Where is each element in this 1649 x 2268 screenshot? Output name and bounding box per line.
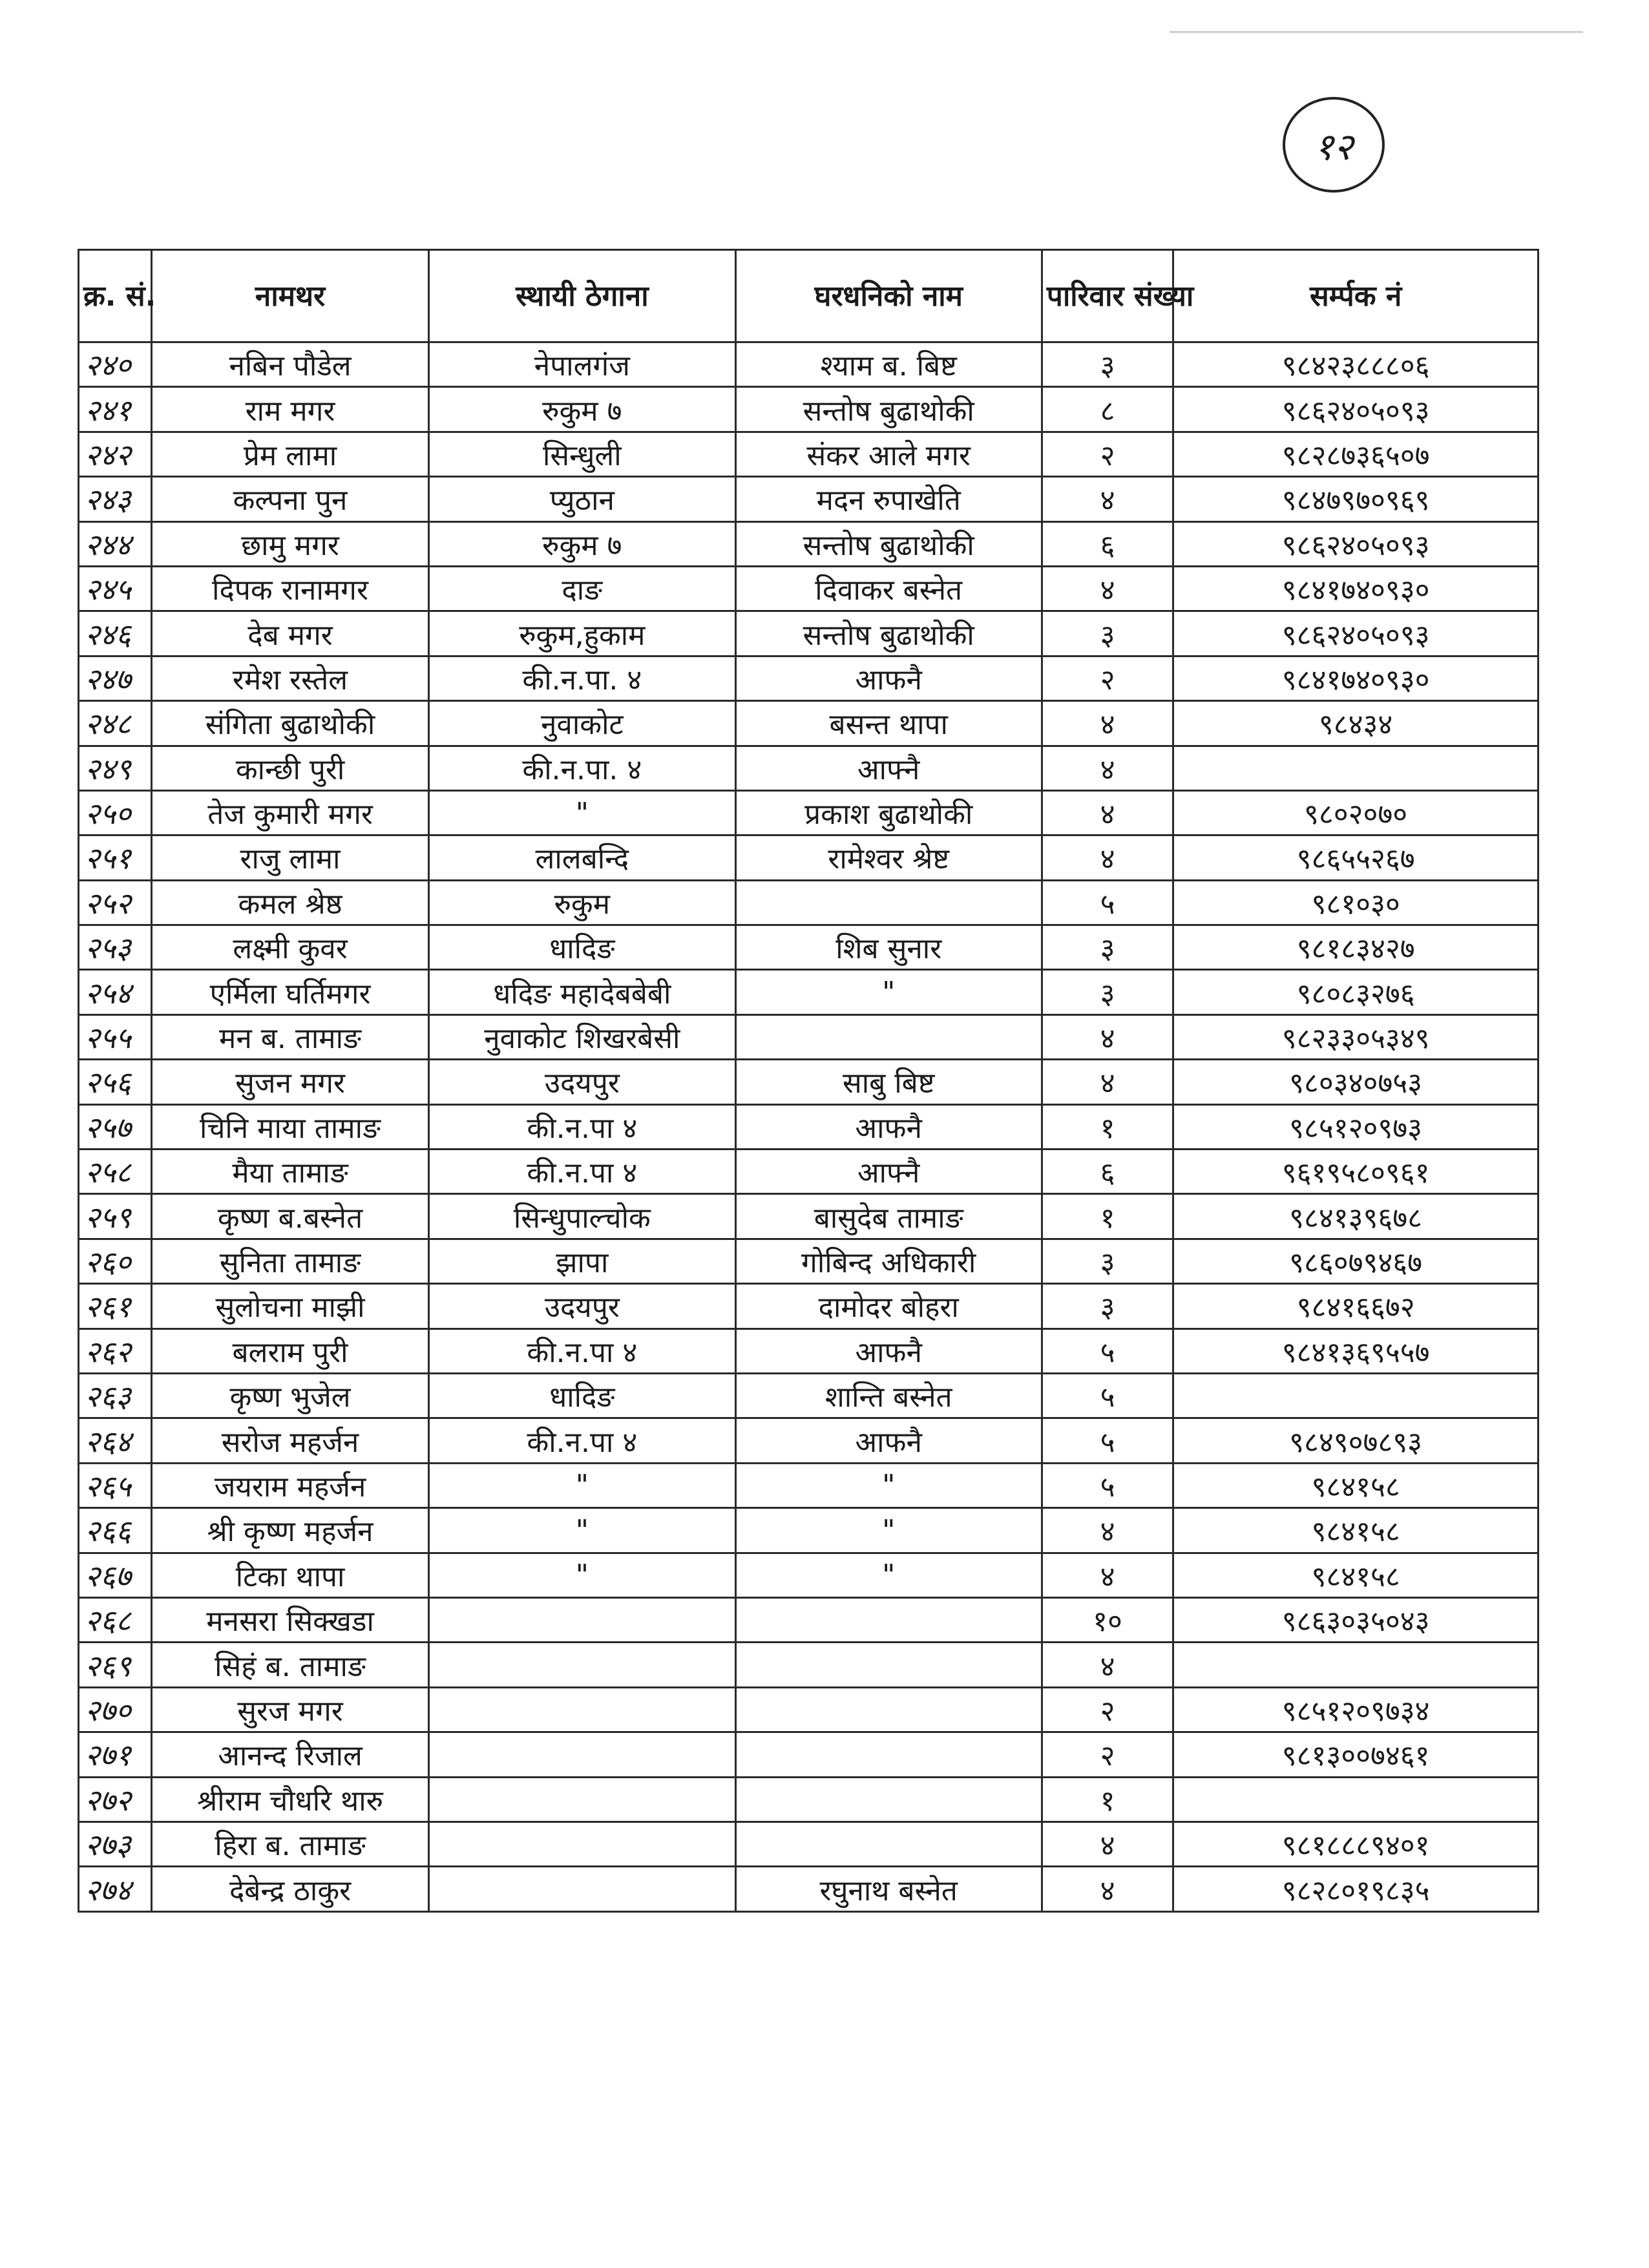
cell-contact: ९८५१२०९७३ bbox=[1173, 1104, 1539, 1149]
cell-address: रुकुम bbox=[429, 880, 735, 925]
cell-contact: ९८१३००७४६१ bbox=[1173, 1732, 1539, 1777]
cell-sn: २४० bbox=[79, 342, 152, 387]
cell-address: नुवाकोट bbox=[429, 701, 735, 746]
cell-family: १ bbox=[1042, 1777, 1173, 1822]
cell-sn: २६९ bbox=[79, 1643, 152, 1687]
cell-sn: २७२ bbox=[79, 1777, 152, 1822]
table-row bbox=[79, 1194, 1539, 1239]
cell-address: नेपालगंज bbox=[429, 342, 735, 387]
header-row bbox=[79, 250, 1539, 342]
cell-sn: २४९ bbox=[79, 746, 152, 790]
cell-owner: सन्तोष बुढाथोकी bbox=[735, 521, 1042, 566]
cell-family: ४ bbox=[1042, 1014, 1173, 1059]
cell-contact: ९८६५५२६७ bbox=[1173, 835, 1539, 880]
cell-name: सुरज मगर bbox=[151, 1687, 428, 1732]
cell-owner: श्याम ब. बिष्ट bbox=[735, 342, 1042, 387]
cell-owner: बसन्त थापा bbox=[735, 701, 1042, 746]
cell-contact: ९८६२४०५०९३ bbox=[1173, 387, 1539, 432]
cell-sn: २७१ bbox=[79, 1732, 152, 1777]
cell-sn: २४५ bbox=[79, 566, 152, 611]
cell-name: कमल श्रेष्ठ bbox=[151, 880, 428, 925]
cell-address: धदिङ महादेबबेबी bbox=[429, 970, 735, 1014]
cell-address: उदयपुर bbox=[429, 1284, 735, 1328]
cell-contact: ९८४१५८ bbox=[1173, 1553, 1539, 1597]
cell-address bbox=[429, 1687, 735, 1732]
cell-contact: ९८६२४०५०९३ bbox=[1173, 521, 1539, 566]
cell-address: की.न.पा. ४ bbox=[429, 746, 735, 790]
cell-address: " bbox=[429, 1508, 735, 1553]
cell-owner: सन्तोष बुढाथोकी bbox=[735, 611, 1042, 656]
cell-contact: ९८६३०३५०४३ bbox=[1173, 1597, 1539, 1642]
table-row bbox=[79, 432, 1539, 476]
cell-owner bbox=[735, 1777, 1042, 1822]
cell-contact: ९८१०३० bbox=[1173, 880, 1539, 925]
cell-contact: ९८२८७३६५०७ bbox=[1173, 432, 1539, 476]
cell-name: मैया तामाङ bbox=[151, 1150, 428, 1194]
cell-address: लालबन्दि bbox=[429, 835, 735, 880]
cell-contact: ९८२८०१९८३५ bbox=[1173, 1867, 1539, 1912]
cell-contact: ९८०८३२७६ bbox=[1173, 970, 1539, 1014]
cell-family: ६ bbox=[1042, 521, 1173, 566]
cell-owner bbox=[735, 1822, 1042, 1866]
cell-family: ३ bbox=[1042, 970, 1173, 1014]
cell-contact: ९६१९५८०९६१ bbox=[1173, 1150, 1539, 1194]
table-row bbox=[79, 387, 1539, 432]
cell-family: ४ bbox=[1042, 1060, 1173, 1104]
cell-sn: २७४ bbox=[79, 1867, 152, 1912]
cell-name: सुलोचना माझी bbox=[151, 1284, 428, 1328]
cell-name: चिनि माया तामाङ bbox=[151, 1104, 428, 1149]
cell-sn: २५३ bbox=[79, 925, 152, 970]
table-row bbox=[79, 1328, 1539, 1373]
cell-owner: " bbox=[735, 1553, 1042, 1597]
cell-family: २ bbox=[1042, 1687, 1173, 1732]
cell-name: कृष्ण भुजेल bbox=[151, 1373, 428, 1418]
cell-name: संगिता बुढाथोकी bbox=[151, 701, 428, 746]
cell-address: की.न.पा ४ bbox=[429, 1150, 735, 1194]
cell-address bbox=[429, 1732, 735, 1777]
cell-contact bbox=[1173, 1777, 1539, 1822]
cell-address: उदयपुर bbox=[429, 1060, 735, 1104]
cell-name: सिहं ब. तामाङ bbox=[151, 1643, 428, 1687]
cell-address: रुकुम,हुकाम bbox=[429, 611, 735, 656]
header-address: स्थायी ठेगाना bbox=[429, 250, 735, 342]
cell-family: २ bbox=[1042, 656, 1173, 700]
cell-name: आनन्द रिजाल bbox=[151, 1732, 428, 1777]
table-row bbox=[79, 1777, 1539, 1822]
table-row bbox=[79, 1150, 1539, 1194]
cell-family: ५ bbox=[1042, 880, 1173, 925]
cell-sn: २४३ bbox=[79, 477, 152, 521]
cell-owner: शिब सुनार bbox=[735, 925, 1042, 970]
table-row bbox=[79, 1104, 1539, 1149]
cell-owner: " bbox=[735, 1463, 1042, 1507]
cell-address: सिन्धुपाल्चोक bbox=[429, 1194, 735, 1239]
cell-name: हिरा ब. तामाङ bbox=[151, 1822, 428, 1866]
cell-family: ३ bbox=[1042, 925, 1173, 970]
cell-address: की.न.पा ४ bbox=[429, 1418, 735, 1463]
cell-contact: ९८२३३०५३४९ bbox=[1173, 1014, 1539, 1059]
page-number-circle bbox=[1283, 97, 1385, 193]
cell-owner: शान्ति बस्नेत bbox=[735, 1373, 1042, 1418]
cell-address bbox=[429, 1777, 735, 1822]
cell-family: ४ bbox=[1042, 1867, 1173, 1912]
cell-name: सुनिता तामाङ bbox=[151, 1239, 428, 1283]
cell-name: नबिन पौडेल bbox=[151, 342, 428, 387]
cell-contact: ९८४१५८ bbox=[1173, 1508, 1539, 1553]
cell-sn: २४७ bbox=[79, 656, 152, 700]
table-row bbox=[79, 1822, 1539, 1866]
cell-sn: २५५ bbox=[79, 1014, 152, 1059]
cell-address bbox=[429, 1822, 735, 1866]
table-row bbox=[79, 1373, 1539, 1418]
cell-family: ३ bbox=[1042, 1239, 1173, 1283]
cell-address: रुकुम ७ bbox=[429, 387, 735, 432]
cell-owner: दिवाकर बस्नेत bbox=[735, 566, 1042, 611]
cell-sn: २७३ bbox=[79, 1822, 152, 1866]
page-number: १२ bbox=[1314, 124, 1354, 169]
cell-name: देबेन्द्र ठाकुर bbox=[151, 1867, 428, 1912]
table-row bbox=[79, 1060, 1539, 1104]
cell-contact: ९८४९०७८९३ bbox=[1173, 1418, 1539, 1463]
table-row bbox=[79, 1284, 1539, 1328]
cell-sn: २५२ bbox=[79, 880, 152, 925]
cell-sn: २४२ bbox=[79, 432, 152, 476]
cell-address: सिन्धुली bbox=[429, 432, 735, 476]
cell-family: १० bbox=[1042, 1597, 1173, 1642]
table-row bbox=[79, 1867, 1539, 1912]
cell-owner: मदन रुपाखेति bbox=[735, 477, 1042, 521]
cell-family: ५ bbox=[1042, 1418, 1173, 1463]
cell-name: सुजन मगर bbox=[151, 1060, 428, 1104]
cell-owner: सन्तोष बुढाथोकी bbox=[735, 387, 1042, 432]
cell-address bbox=[429, 1597, 735, 1642]
cell-address bbox=[429, 1867, 735, 1912]
cell-name: कल्पना पुन bbox=[151, 477, 428, 521]
cell-family: २ bbox=[1042, 432, 1173, 476]
table-row bbox=[79, 835, 1539, 880]
cell-name: टिका थापा bbox=[151, 1553, 428, 1597]
table-row bbox=[79, 342, 1539, 387]
cell-family: ४ bbox=[1042, 746, 1173, 790]
cell-contact: ९८१८८८९४०१ bbox=[1173, 1822, 1539, 1866]
cell-owner: संकर आले मगर bbox=[735, 432, 1042, 476]
cell-owner: आफ्नै bbox=[735, 746, 1042, 790]
cell-owner bbox=[735, 1643, 1042, 1687]
table-row bbox=[79, 1687, 1539, 1732]
table-row bbox=[79, 925, 1539, 970]
cell-name: बलराम पुरी bbox=[151, 1328, 428, 1373]
cell-contact: ९८५१२०९७३४ bbox=[1173, 1687, 1539, 1732]
table-row bbox=[79, 521, 1539, 566]
cell-name: छामु मगर bbox=[151, 521, 428, 566]
cell-address: झापा bbox=[429, 1239, 735, 1283]
cell-owner: आफनै bbox=[735, 1104, 1042, 1149]
cell-family: ६ bbox=[1042, 1150, 1173, 1194]
cell-name: राम मगर bbox=[151, 387, 428, 432]
cell-contact bbox=[1173, 1643, 1539, 1687]
cell-name: मन ब. तामाङ bbox=[151, 1014, 428, 1059]
cell-sn: २६६ bbox=[79, 1508, 152, 1553]
cell-sn: २६८ bbox=[79, 1597, 152, 1642]
cell-sn: २६१ bbox=[79, 1284, 152, 1328]
cell-family: ५ bbox=[1042, 1328, 1173, 1373]
cell-name: कृष्ण ब.बस्नेत bbox=[151, 1194, 428, 1239]
cell-owner: दामोदर बोहरा bbox=[735, 1284, 1042, 1328]
cell-family: २ bbox=[1042, 1732, 1173, 1777]
cell-family: ३ bbox=[1042, 342, 1173, 387]
header-name: नामथर bbox=[151, 250, 428, 342]
cell-family: ४ bbox=[1042, 1553, 1173, 1597]
table-row bbox=[79, 1418, 1539, 1463]
cell-sn: २५४ bbox=[79, 970, 152, 1014]
cell-contact: ९८४१३९६७८ bbox=[1173, 1194, 1539, 1239]
cell-contact: ९८४१३६९५५७ bbox=[1173, 1328, 1539, 1373]
table-row bbox=[79, 790, 1539, 835]
table-row bbox=[79, 1508, 1539, 1553]
cell-contact: ९८०३४०७५३ bbox=[1173, 1060, 1539, 1104]
cell-family: ३ bbox=[1042, 611, 1173, 656]
cell-owner bbox=[735, 880, 1042, 925]
cell-owner: " bbox=[735, 970, 1042, 1014]
cell-sn: २६५ bbox=[79, 1463, 152, 1507]
header-family: पारिवार संख्या bbox=[1042, 250, 1173, 342]
cell-family: ४ bbox=[1042, 790, 1173, 835]
cell-name: रमेश रस्तेल bbox=[151, 656, 428, 700]
cell-sn: २७० bbox=[79, 1687, 152, 1732]
cell-name: श्रीराम चौधरि थारु bbox=[151, 1777, 428, 1822]
cell-owner: साबु बिष्ट bbox=[735, 1060, 1042, 1104]
cell-sn: २४४ bbox=[79, 521, 152, 566]
cell-family: ४ bbox=[1042, 701, 1173, 746]
cell-name: तेज कुमारी मगर bbox=[151, 790, 428, 835]
cell-owner: " bbox=[735, 1508, 1042, 1553]
cell-contact: ९८४१५८ bbox=[1173, 1463, 1539, 1507]
cell-sn: २५७ bbox=[79, 1104, 152, 1149]
cell-name: राजु लामा bbox=[151, 835, 428, 880]
cell-address: " bbox=[429, 1553, 735, 1597]
cell-family: ४ bbox=[1042, 835, 1173, 880]
table-body bbox=[79, 342, 1539, 1912]
cell-address: धादिङ bbox=[429, 925, 735, 970]
cell-name: मनसरा सिक्खडा bbox=[151, 1597, 428, 1642]
cell-sn: २६२ bbox=[79, 1328, 152, 1373]
table-row bbox=[79, 701, 1539, 746]
cell-owner bbox=[735, 1597, 1042, 1642]
cell-sn: २५६ bbox=[79, 1060, 152, 1104]
cell-contact: ९८४१७४०९३० bbox=[1173, 566, 1539, 611]
cell-family: ४ bbox=[1042, 566, 1173, 611]
cell-sn: २६७ bbox=[79, 1553, 152, 1597]
cell-family: १ bbox=[1042, 1194, 1173, 1239]
cell-sn: २५९ bbox=[79, 1194, 152, 1239]
cell-name: सरोज महर्जन bbox=[151, 1418, 428, 1463]
table-row bbox=[79, 1732, 1539, 1777]
cell-family: ५ bbox=[1042, 1463, 1173, 1507]
cell-address bbox=[429, 1643, 735, 1687]
cell-owner: आफनै bbox=[735, 1328, 1042, 1373]
top-rule bbox=[1170, 31, 1583, 33]
table-row bbox=[79, 611, 1539, 656]
table-row bbox=[79, 477, 1539, 521]
cell-family: ४ bbox=[1042, 477, 1173, 521]
cell-sn: २४६ bbox=[79, 611, 152, 656]
cell-contact: ९८४७९७०९६९ bbox=[1173, 477, 1539, 521]
table-row bbox=[79, 1553, 1539, 1597]
cell-name: प्रेम लामा bbox=[151, 432, 428, 476]
cell-family: ८ bbox=[1042, 387, 1173, 432]
table-row bbox=[79, 880, 1539, 925]
cell-owner: आफनै bbox=[735, 1418, 1042, 1463]
cell-name: देब मगर bbox=[151, 611, 428, 656]
cell-sn: २५१ bbox=[79, 835, 152, 880]
cell-address: की.न.पा ४ bbox=[429, 1104, 735, 1149]
cell-address: " bbox=[429, 790, 735, 835]
cell-sn: २५८ bbox=[79, 1150, 152, 1194]
cell-sn: २५० bbox=[79, 790, 152, 835]
table-row bbox=[79, 1014, 1539, 1059]
cell-sn: २६० bbox=[79, 1239, 152, 1283]
cell-address: रुकुम ७ bbox=[429, 521, 735, 566]
cell-sn: २६३ bbox=[79, 1373, 152, 1418]
cell-owner: आफनै bbox=[735, 656, 1042, 700]
header-contact: सर्म्पक नं bbox=[1173, 250, 1539, 342]
cell-address: की.न.पा. ४ bbox=[429, 656, 735, 700]
cell-contact: ९८४३४ bbox=[1173, 701, 1539, 746]
header-owner: घरधनिको नाम bbox=[735, 250, 1042, 342]
table-row bbox=[79, 746, 1539, 790]
cell-contact: ९८४१६६७२ bbox=[1173, 1284, 1539, 1328]
cell-owner: प्रकाश बुढाथोकी bbox=[735, 790, 1042, 835]
cell-family: ४ bbox=[1042, 1822, 1173, 1866]
cell-owner bbox=[735, 1014, 1042, 1059]
cell-family: ३ bbox=[1042, 1284, 1173, 1328]
cell-name: जयराम महर्जन bbox=[151, 1463, 428, 1507]
cell-owner: गोबिन्द अधिकारी bbox=[735, 1239, 1042, 1283]
table-row bbox=[79, 1643, 1539, 1687]
cell-address: नुवाकोट शिखरबेसी bbox=[429, 1014, 735, 1059]
cell-address: की.न.पा ४ bbox=[429, 1328, 735, 1373]
header-sn: क्र. सं. bbox=[79, 250, 152, 342]
cell-contact: ९८४२३८८८०६ bbox=[1173, 342, 1539, 387]
table-row bbox=[79, 656, 1539, 700]
cell-family: ५ bbox=[1042, 1373, 1173, 1418]
cell-name: श्री कृष्ण महर्जन bbox=[151, 1508, 428, 1553]
cell-owner: आफ्नै bbox=[735, 1150, 1042, 1194]
cell-name: कान्छी पुरी bbox=[151, 746, 428, 790]
cell-owner: रामेश्वर श्रेष्ट bbox=[735, 835, 1042, 880]
cell-owner: बासुदेब तामाङ bbox=[735, 1194, 1042, 1239]
cell-contact bbox=[1173, 1373, 1539, 1418]
cell-address: धादिङ bbox=[429, 1373, 735, 1418]
cell-contact: ९८४१७४०९३० bbox=[1173, 656, 1539, 700]
table-row bbox=[79, 1463, 1539, 1507]
cell-owner bbox=[735, 1687, 1042, 1732]
cell-owner bbox=[735, 1732, 1042, 1777]
table-row bbox=[79, 566, 1539, 611]
cell-contact: ९८६२४०५०९३ bbox=[1173, 611, 1539, 656]
table-row bbox=[79, 970, 1539, 1014]
cell-contact bbox=[1173, 746, 1539, 790]
cell-address: " bbox=[429, 1463, 735, 1507]
cell-sn: २४१ bbox=[79, 387, 152, 432]
table-row bbox=[79, 1597, 1539, 1642]
resident-register-table bbox=[78, 249, 1539, 1913]
cell-sn: २४८ bbox=[79, 701, 152, 746]
cell-family: ४ bbox=[1042, 1643, 1173, 1687]
cell-family: ४ bbox=[1042, 1508, 1173, 1553]
cell-owner: रघुनाथ बस्नेत bbox=[735, 1867, 1042, 1912]
cell-address: प्युठान bbox=[429, 477, 735, 521]
cell-contact: ९८०२०७० bbox=[1173, 790, 1539, 835]
cell-sn: २६४ bbox=[79, 1418, 152, 1463]
table-row bbox=[79, 1239, 1539, 1283]
cell-family: १ bbox=[1042, 1104, 1173, 1149]
cell-contact: ९८६०७९४६७ bbox=[1173, 1239, 1539, 1283]
cell-address: दाङ bbox=[429, 566, 735, 611]
cell-name: लक्ष्मी कुवर bbox=[151, 925, 428, 970]
cell-contact: ९८१८३४२७ bbox=[1173, 925, 1539, 970]
cell-name: दिपक रानामगर bbox=[151, 566, 428, 611]
cell-name: एर्मिला घर्तिमगर bbox=[151, 970, 428, 1014]
